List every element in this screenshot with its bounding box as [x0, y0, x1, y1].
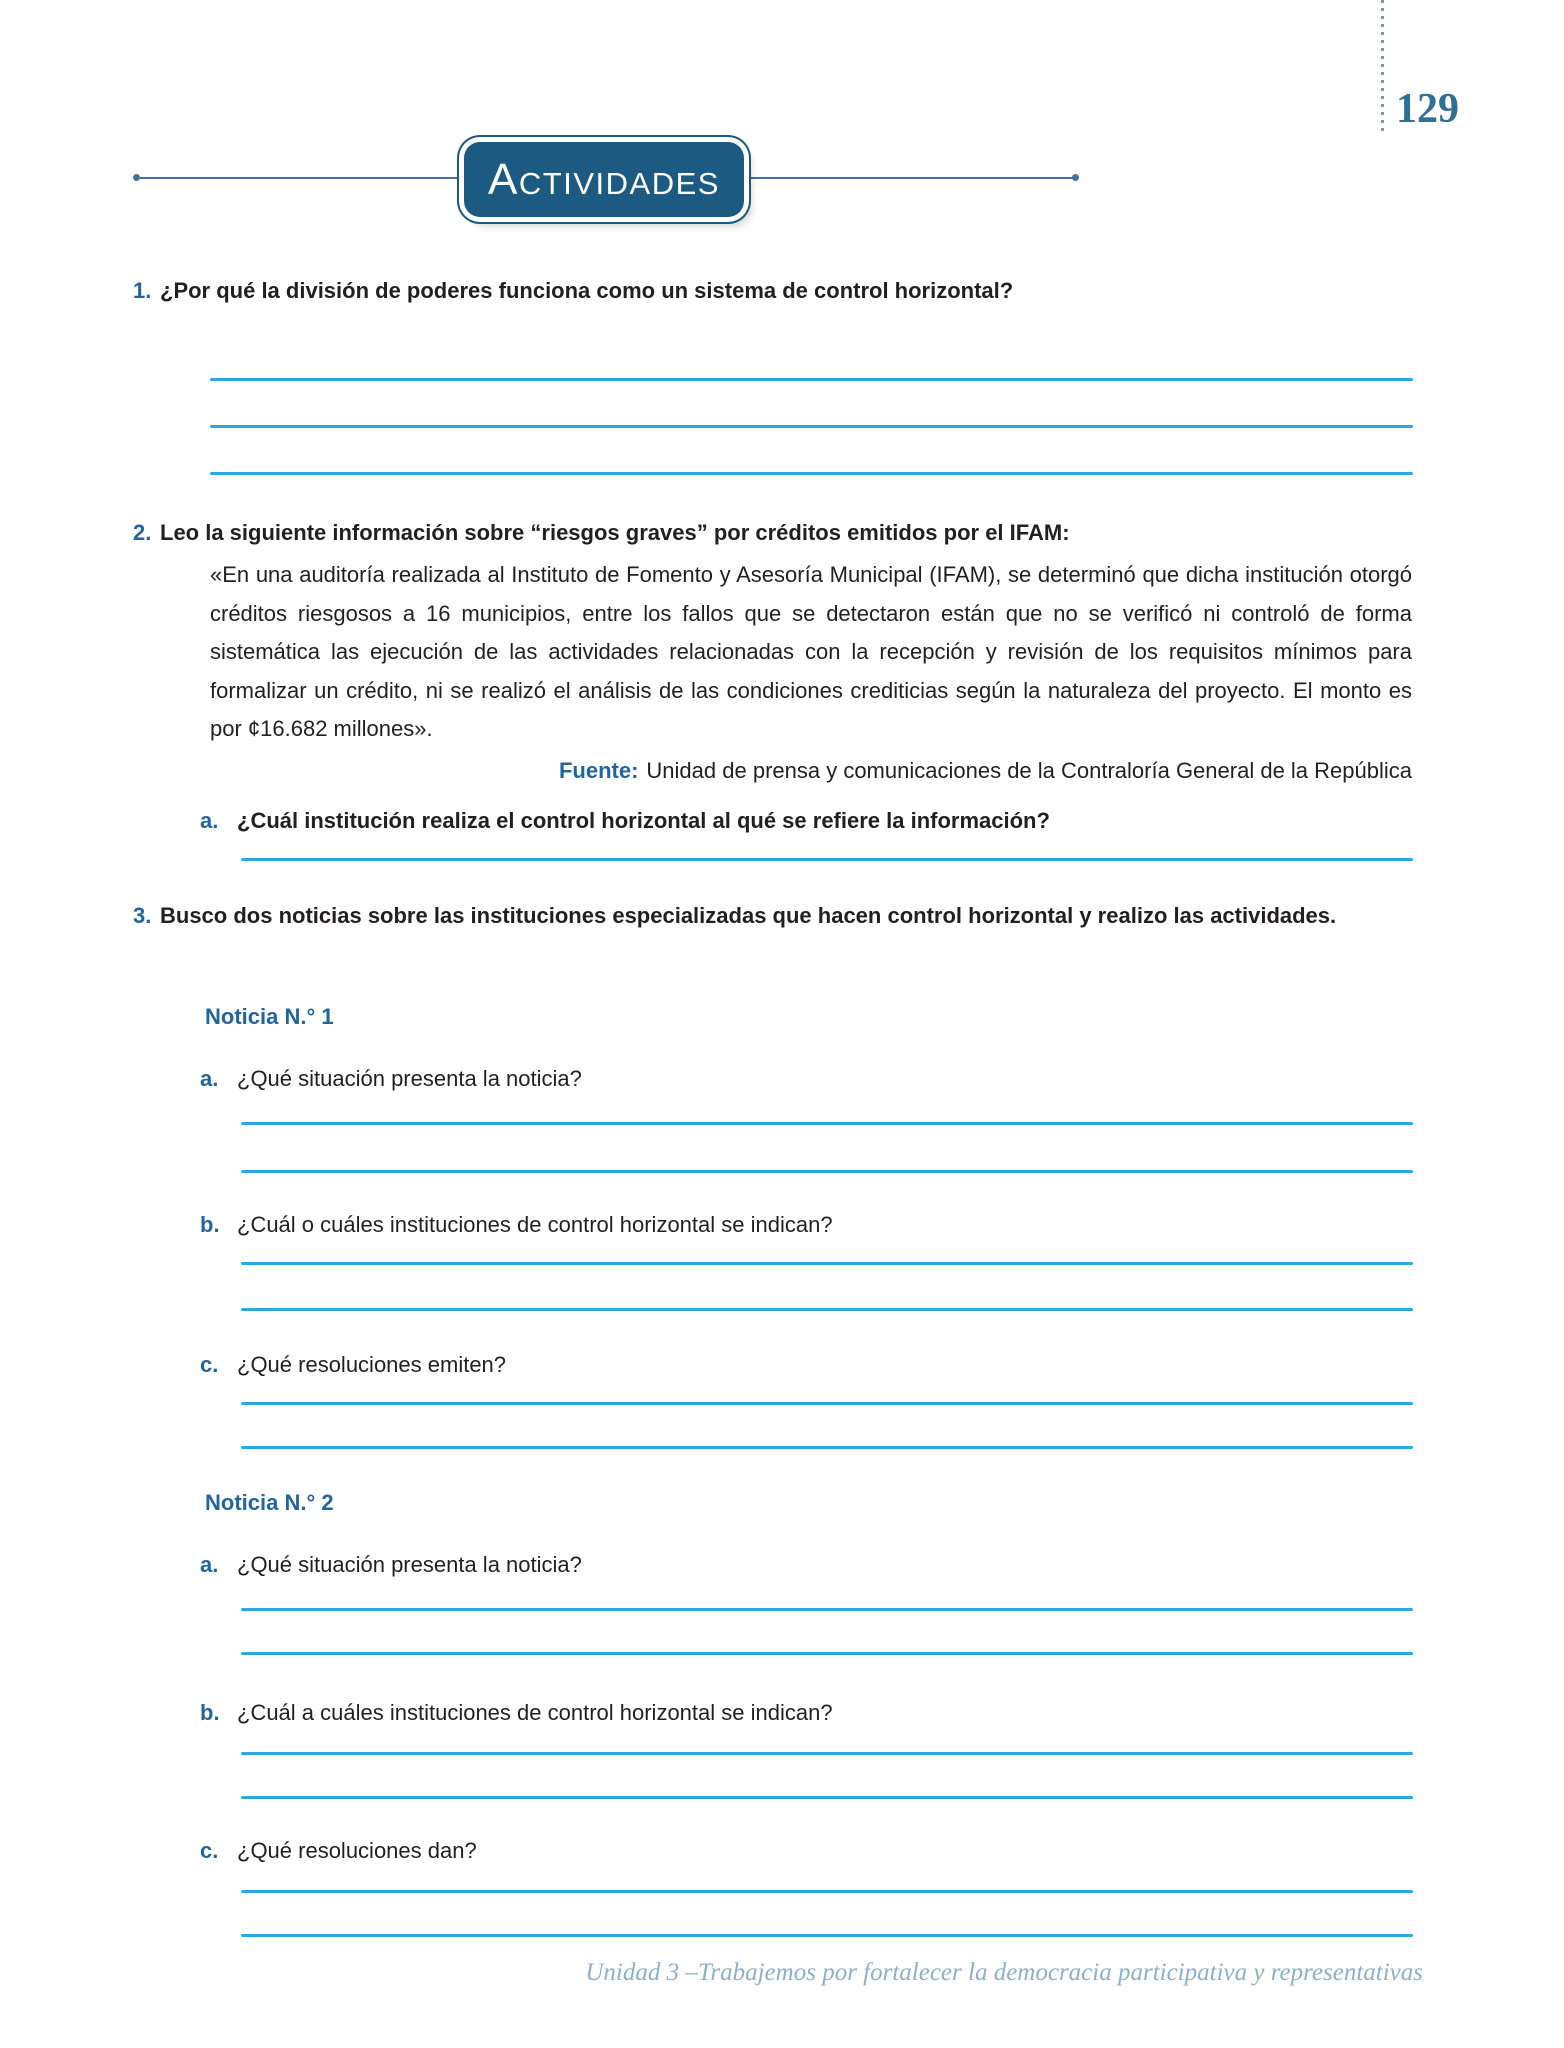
noticia-1-item-c-text: ¿Qué resoluciones emiten? — [237, 1352, 507, 1377]
source-label: Fuente: — [558, 758, 639, 783]
noticia-2-item-c-text: ¿Qué resoluciones dan? — [237, 1838, 477, 1863]
answer-line — [241, 1262, 1413, 1265]
answer-line — [241, 1170, 1413, 1173]
noticia-1-item-a — [200, 1064, 1430, 1094]
answer-line — [210, 472, 1413, 475]
noticia-1-title: Noticia N.° 1 — [205, 1004, 334, 1029]
question-1-text: ¿Por qué la división de poderes funciona como un sistema de control horizontal? — [160, 278, 1014, 303]
noticia-2-item-b-text: ¿Cuál a cuáles instituciones de control horizontal se indican? — [237, 1700, 833, 1725]
page-edge-dotted-line — [1381, 0, 1384, 136]
question-2 — [133, 518, 1423, 548]
question-1-number: 1. — [133, 278, 152, 303]
source-line — [210, 756, 1412, 786]
answer-line — [241, 1652, 1413, 1655]
answer-line — [210, 425, 1413, 428]
activities-badge-label — [488, 154, 720, 204]
noticia-1-item-a-letter: a. — [200, 1066, 219, 1091]
noticia-2-item-c — [200, 1836, 1430, 1866]
answer-line — [241, 1122, 1413, 1125]
answer-line — [241, 1402, 1413, 1405]
answer-line — [241, 858, 1413, 861]
answer-line — [241, 1796, 1413, 1799]
noticia-1-item-a-text: ¿Qué situación presenta la noticia? — [237, 1066, 582, 1091]
question-3 — [133, 896, 1423, 936]
rule-right-dot — [1072, 174, 1079, 181]
answer-line — [241, 1608, 1413, 1611]
noticia-2-item-a-letter: a. — [200, 1552, 219, 1577]
answer-line — [210, 378, 1413, 381]
question-1 — [133, 276, 1423, 306]
answer-line — [241, 1446, 1413, 1449]
quote-paragraph: «En una auditoría realizada al Instituto de Fomento y Asesoría Municipal (IFAM), se determinó que dicha institución otorgó créditos riesgosos a 16 municipios, entre los fallos que se detectaron están que no se verificó ni controló de forma sistemática las ejecución de las actividades relacionadas con la recepción y revisión de los requisitos mínimos para formalizar un crédito, ni se realizó el análisis de las condiciones crediticias según la naturaleza del proyecto. El monto es por ¢16.682 millones». — [210, 562, 1412, 741]
noticia-1-item-c — [200, 1350, 1430, 1380]
rule-left-dot — [133, 174, 140, 181]
noticia-1-item-b — [200, 1210, 1430, 1240]
noticia-2-item-c-letter: c. — [200, 1838, 219, 1863]
noticia-2-item-b-letter: b. — [200, 1700, 220, 1725]
question-2a-text: ¿Cuál institución realiza el control horizontal al qué se refiere la información? — [237, 808, 1050, 833]
question-2-number: 2. — [133, 520, 152, 545]
question-3-text: Busco dos noticias sobre las instituciones especializadas que hacen control horizontal y realizo las actividades. — [160, 903, 1337, 928]
answer-line — [241, 1890, 1413, 1893]
noticia-1-item-b-text: ¿Cuál o cuáles instituciones de control horizontal se indican? — [237, 1212, 833, 1237]
noticia-2-item-b — [200, 1698, 1430, 1728]
noticia-1-item-b-letter: b. — [200, 1212, 220, 1237]
unit-footer: Unidad 3 –Trabajemos por fortalecer la democracia participativa y representativas — [585, 1959, 1423, 1986]
question-2-text: Leo la siguiente información sobre “riesgos graves” por créditos emitidos por el IFAM: — [160, 520, 1070, 545]
badge-rest: CTIVIDADES — [518, 165, 720, 201]
source-text: Unidad de prensa y comunicaciones de la Contraloría General de la República — [646, 758, 1412, 783]
question-3-number: 3. — [133, 903, 152, 928]
answer-line — [241, 1308, 1413, 1311]
noticia-2-item-a-text: ¿Qué situación presenta la noticia? — [237, 1552, 582, 1577]
activities-badge — [464, 142, 744, 217]
answer-line — [241, 1752, 1413, 1755]
noticia-1-item-c-letter: c. — [200, 1352, 219, 1377]
answer-line — [241, 1934, 1413, 1937]
noticia-2-item-a — [200, 1550, 1430, 1580]
noticia-2-title: Noticia N.° 2 — [205, 1490, 334, 1515]
page-number: 129 — [1396, 86, 1459, 132]
question-2a-letter: a. — [200, 808, 219, 833]
badge-initial: A — [488, 154, 519, 204]
question-2a — [200, 806, 1430, 836]
